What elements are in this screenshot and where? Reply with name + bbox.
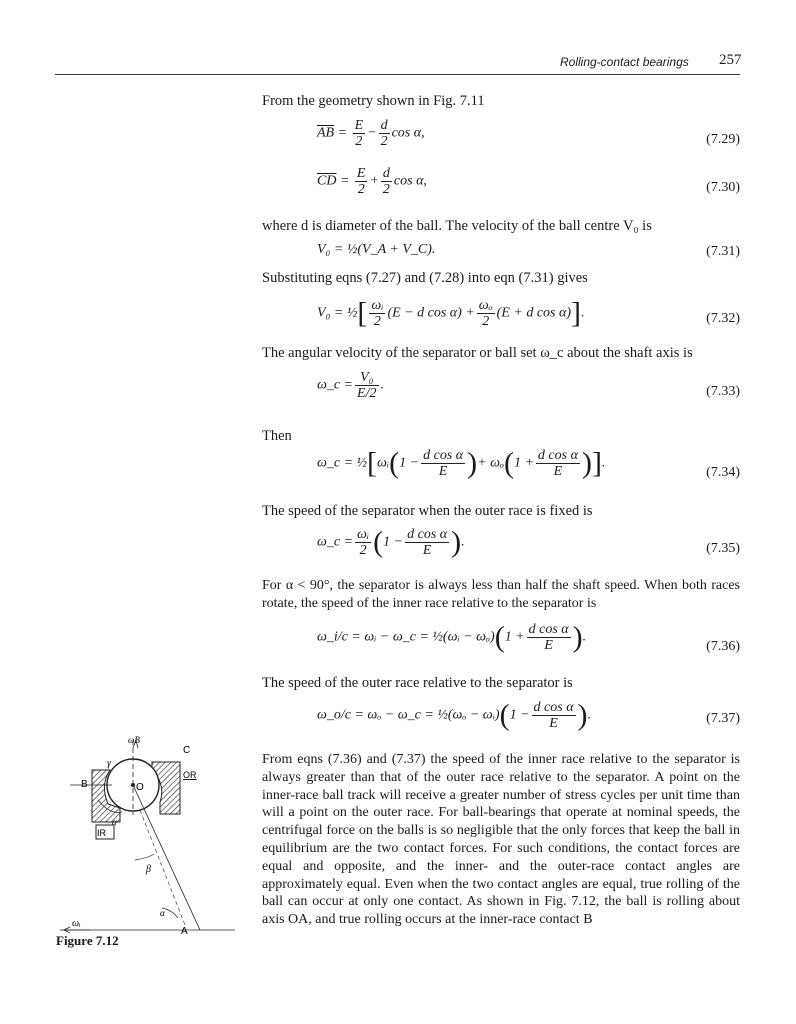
equation-number-7-34: (7.34) xyxy=(706,465,740,480)
intro-text: From the geometry shown in Fig. 7.11 xyxy=(262,93,485,109)
label-omega-b: ωB xyxy=(128,735,140,745)
equation-7-30: $\overline{CD}$ = $\frac{E}{2}$ + $\frac{d}{2}$ cos α, xyxy=(317,166,427,197)
label-OR: OR xyxy=(183,770,197,780)
equation-number-7-30: (7.30) xyxy=(706,180,740,195)
equation-7-37: ω_o/c = ωₒ − ω_c = ½(ωₒ − ωᵢ)(1 − $\frac{\text{d cos α}}{E}$ ). xyxy=(317,698,592,732)
label-A: A xyxy=(181,926,188,937)
equation-number-7-32: (7.32) xyxy=(706,311,740,326)
running-header-title: Rolling-contact bearings xyxy=(560,55,689,69)
paragraph-main-discussion: From eqns (7.36) and (7.37) the speed of the inner race relative to the separator is always greater than that of the outer race relative to the separator. A point on the inner-race ball track will receive a greater number of stress cycles per unit time than will a point on the outer race. For ball-bearings that operate at nominal speeds, the centrifugal force on the balls is so negligible that the only forces that keep the ball in equilibrium are the two contact forces. For such conditions, the contact forces are equal and opposite, and the inner- and the outer-race contact angles are approximately equal. Even when the two contact angles are equal, true rolling of the ball can occur at only one contact. As shown in Fig. 7.12, the ball is rolling about axis OA, and true rolling occurs at the inner-race contact B xyxy=(262,752,740,928)
figure-caption: Figure 7.12 xyxy=(56,933,119,948)
paragraph-alpha-less-90: For α < 90°, the separator is always less than half the shaft speed. When both races rotate, the speed of the inner race relative to the separator is xyxy=(262,578,740,611)
equation-7-33: ω_c = $\frac{\text{V₀}}{E/2}$ . xyxy=(317,370,384,401)
then-text: Then xyxy=(262,428,292,444)
label-alpha-2: α xyxy=(160,908,165,918)
label-IR: IR xyxy=(97,828,106,838)
paragraph-outer-race-speed: The speed of the outer race relative to the separator is xyxy=(262,675,573,691)
equation-number-7-37: (7.37) xyxy=(706,711,740,726)
page-number: 257 xyxy=(719,52,742,68)
label-omega-i: ωᵢ xyxy=(72,918,81,929)
equation-number-7-35: (7.35) xyxy=(706,541,740,556)
equation-7-34: ω_c = ½[ωᵢ(1 − $\frac{\text{d cos α}}{E}$ )+ ωₒ(1 + $\frac{\text{d cos α}}{E}$ )]. xyxy=(317,446,606,480)
beta-arc xyxy=(135,854,154,860)
equation-number-7-31: (7.31) xyxy=(706,244,740,259)
label-C: C xyxy=(183,745,191,756)
paragraph-separator-speed: The speed of the separator when the outer race is fixed is xyxy=(262,503,593,519)
equation-7-31: V₀ = ½(V_A + V_C). xyxy=(317,242,436,257)
equation-number-7-29: (7.29) xyxy=(706,132,740,147)
label-beta: β xyxy=(146,864,151,875)
label-O: O xyxy=(136,782,144,793)
equation-number-7-36: (7.36) xyxy=(706,639,740,654)
equation-7-36: ω_i/c = ωᵢ − ω_c = ½(ωᵢ − ωₒ)(1 + $\frac{\text{d cos α}}{E}$ ). xyxy=(317,620,587,654)
figure-7-12-diagram xyxy=(50,730,250,950)
header-rule xyxy=(55,74,740,75)
paragraph-angular-velocity: The angular velocity of the separator or ball set ω_c about the shaft axis is xyxy=(262,345,693,361)
label-alpha: α xyxy=(112,817,117,827)
paragraph-substituting: Substituting eqns (7.27) and (7.28) into eqn (7.31) gives xyxy=(262,270,588,286)
equation-7-32: V₀ = ½[ $\frac{\text{ωᵢ}}{2}$ (E − d cos α) + $\frac{\text{ωₒ}}{2}$ (E + d cos α)]. xyxy=(317,296,585,330)
label-gamma: γ xyxy=(107,758,111,769)
paragraph-ball-diameter: where d is diameter of the ball. The velocity of the ball centre V₀ is xyxy=(262,218,652,234)
equation-number-7-33: (7.33) xyxy=(706,384,740,399)
equation-7-35: ω_c = $\frac{\text{ωᵢ}}{2}$ (1 − $\frac{\text{d cos α}}{E}$ ). xyxy=(317,525,465,559)
equation-7-29: $\overline{AB}$ = $\frac{E}{2}$ − $\frac{d}{2}$ cos α, xyxy=(317,118,425,149)
label-B: B xyxy=(81,779,88,790)
